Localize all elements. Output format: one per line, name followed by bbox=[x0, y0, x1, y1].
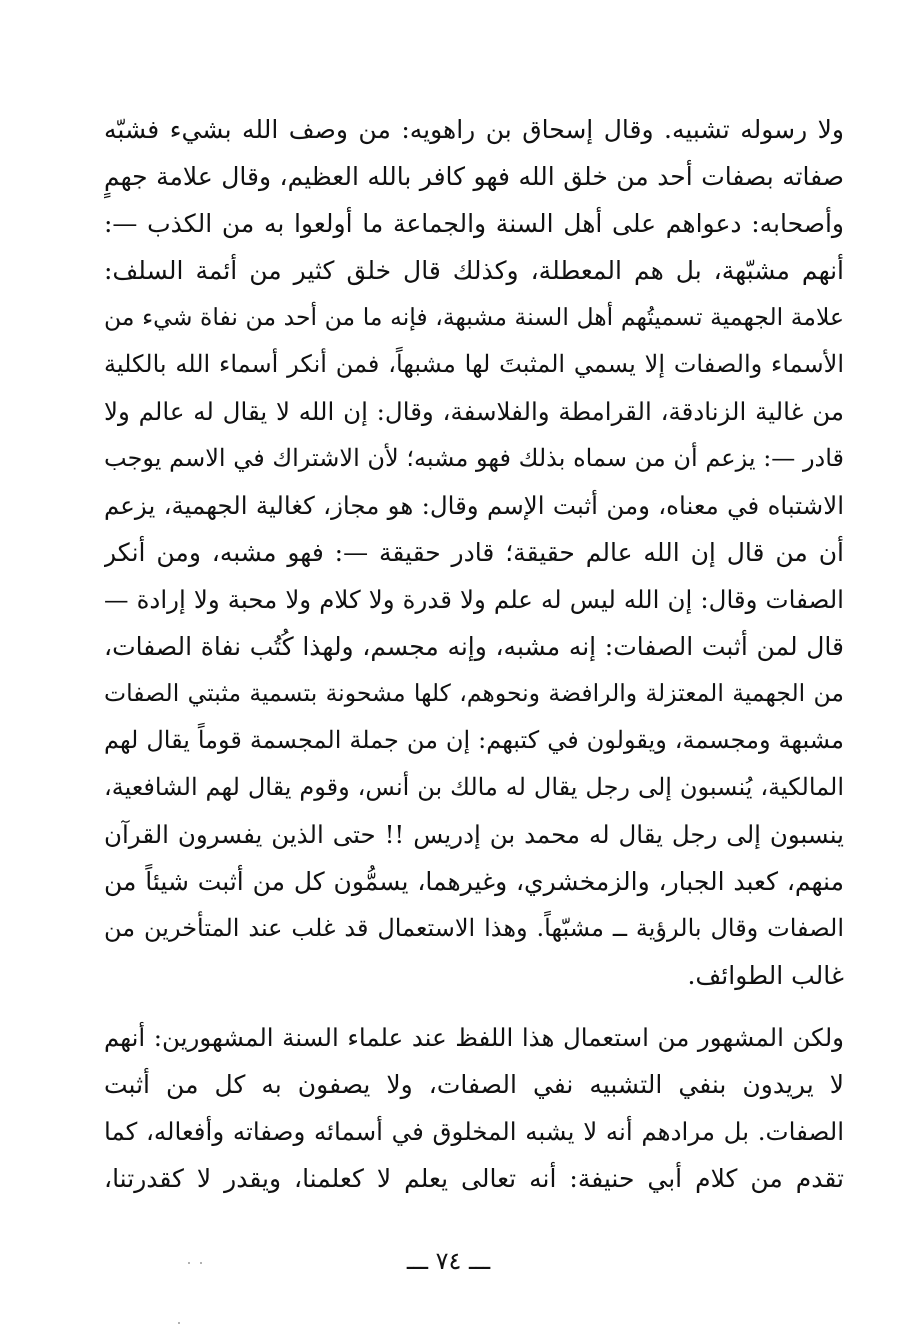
text-line: الصفات. بل مرادهم أنه لا يشبه المخلوق في أسمائه وصفاته وأفعاله، كما bbox=[104, 1117, 844, 1146]
text-line: الاشتباه في معناه، ومن أثبت الإسم وقال: هو مجاز، كغالية الجهمية، يزعم bbox=[104, 491, 844, 520]
text-line: وأصحابه: دعواهم على أهل السنة والجماعة ما أولعوا به من الكذب —: bbox=[104, 209, 844, 238]
text-line: ولا رسوله تشبيه. وقال إسحاق بن راهويه: من وصف الله بشيء فشبّه bbox=[104, 115, 844, 144]
text-line: قادر —: يزعم أن من سماه بذلك فهو مشبه؛ لأن الاشتراك في الاسم يوجب bbox=[104, 444, 844, 472]
text-line: ولكن المشهور من استعمال هذا اللفظ عند علماء السنة المشهورين: أنهم bbox=[104, 1023, 844, 1052]
text-line: تقدم من كلام أبي حنيفة: أنه تعالى يعلم لا كعلمنا، ويقدر لا كقدرتنا، bbox=[104, 1164, 844, 1193]
page-number: ـــ ٧٤ ـــ bbox=[406, 1247, 491, 1275]
text-line: الصفات وقال: إن الله ليس له علم ولا قدرة ولا كلام ولا محبة ولا إرادة — bbox=[104, 585, 844, 614]
text-line: الأسماء والصفات إلا يسمي المثبتَ لها مشبهاً، فمن أنكر أسماء الله بالكلية bbox=[104, 350, 844, 378]
text-line: علامة الجهمية تسميتُهم أهل السنة مشبهة، فإنه ما من أحد من نفاة شيء من bbox=[104, 303, 844, 331]
paragraph-2 bbox=[104, 1014, 844, 1202]
scan-speck bbox=[188, 1262, 190, 1264]
text-line: أنهم مشبّهة، بل هم المعطلة، وكذلك قال خلق كثير من أئمة السلف: bbox=[104, 256, 844, 285]
text-line: قال لمن أثبت الصفات: إنه مشبه، وإنه مجسم، ولهذا كُتُب نفاة الصفات، bbox=[104, 632, 844, 661]
text-line: مشبهة ومجسمة، ويقولون في كتبهم: إن من جملة المجسمة قوماً يقال لهم bbox=[104, 726, 844, 754]
text-line: غالب الطوائف. bbox=[687, 961, 844, 990]
text-line: الصفات وقال بالرؤية ــ مشبّهاً. وهذا الاستعمال قد غلب عند المتأخرين من bbox=[104, 914, 844, 942]
paragraph-1 bbox=[104, 106, 844, 999]
text-line: ينسبون إلى رجل يقال له محمد بن إدريس !! حتى الذين يفسرون القرآن bbox=[104, 820, 844, 849]
scan-speck bbox=[200, 1262, 202, 1264]
text-line: المالكية، يُنسبون إلى رجل يقال له مالك بن أنس، وقوم يقال لهم الشافعية، bbox=[104, 773, 844, 801]
text-line: من الجهمية المعتزلة والرافضة ونحوهم، كلها مشحونة بتسمية مثبتي الصفات bbox=[104, 679, 844, 707]
text-line: صفاته بصفات أحد من خلق الله فهو كافر بالله العظيم، وقال علامة جهمٍ bbox=[104, 162, 844, 191]
scan-speck bbox=[178, 1322, 180, 1324]
text-line: أن من قال إن الله عالم حقيقة؛ قادر حقيقة —: فهو مشبه، ومن أنكر bbox=[104, 538, 844, 567]
text-line: منهم، كعبد الجبار، والزمخشري، وغيرهما، يسمُّون كل من أثبت شيئاً من bbox=[104, 867, 844, 896]
text-line: لا يريدون بنفي التشبيه نفي الصفات، ولا يصفون به كل من أثبت bbox=[104, 1070, 844, 1099]
text-line: من غالية الزنادقة، القرامطة والفلاسفة، وقال: إن الله لا يقال له عالم ولا bbox=[104, 397, 844, 426]
